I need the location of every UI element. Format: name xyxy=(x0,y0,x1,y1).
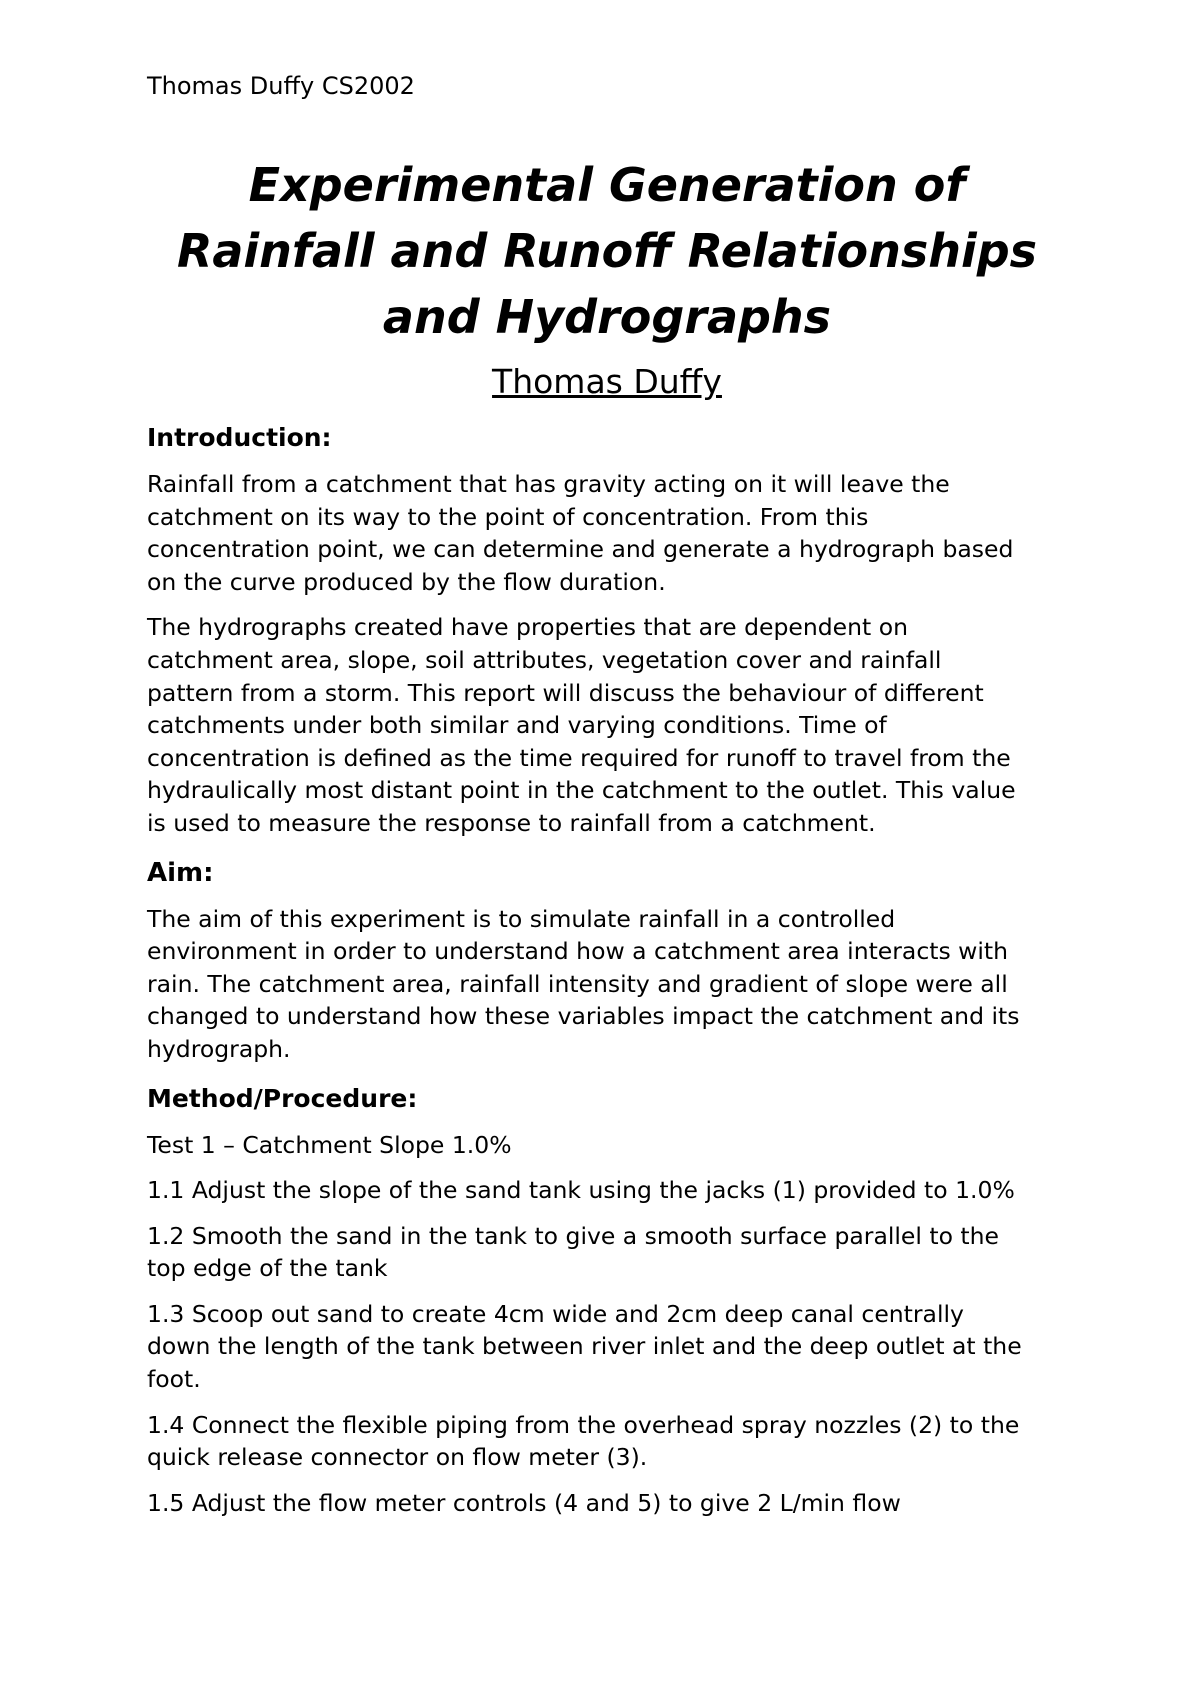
introduction-paragraph-1 xyxy=(147,468,1067,598)
text-line: top edge of the tank xyxy=(147,1254,388,1283)
method-step-1-5 xyxy=(147,1487,1067,1520)
text-line: down the length of the tank between river inlet and the deep outlet at the xyxy=(147,1332,1022,1361)
text-line: 1.5 Adjust the flow meter controls (4 and 5) to give 2 L/min flow xyxy=(147,1488,901,1517)
text-line: catchment on its way to the point of concentration. From this xyxy=(147,502,869,531)
text-line: catchment area, slope, soil attributes, vegetation cover and rainfall xyxy=(147,645,942,674)
text-line: The aim of this experiment is to simulate rainfall in a controlled xyxy=(147,904,896,933)
text-line: rain. The catchment area, rainfall intensity and gradient of slope were all xyxy=(147,969,1008,998)
text-line: hydrograph. xyxy=(147,1034,291,1063)
document-page xyxy=(147,66,1067,1532)
document-header: Thomas Duffy CS2002 xyxy=(147,72,415,100)
method-step-1-3 xyxy=(147,1298,1067,1396)
text-line: quick release connector on flow meter (3). xyxy=(147,1443,648,1472)
text-line: on the curve produced by the flow duration. xyxy=(147,567,666,596)
text-line: 1.2 Smooth the sand in the tank to give a smooth surface parallel to the xyxy=(147,1221,999,1250)
title-line-2: Rainfall and Runoff Relationships xyxy=(176,224,1038,278)
text-line: changed to understand how these variables impact the catchment and its xyxy=(147,1002,1020,1031)
introduction-heading: Introduction: xyxy=(147,423,332,452)
introduction-paragraph-2 xyxy=(147,611,1067,839)
text-line: catchments under both similar and varying conditions. Time of xyxy=(147,711,887,740)
text-line: is used to measure the response to rainfall from a catchment. xyxy=(147,808,876,837)
text-line: foot. xyxy=(147,1365,201,1394)
method-step-1-4 xyxy=(147,1409,1067,1474)
text-line: pattern from a storm. This report will discuss the behaviour of different xyxy=(147,678,984,707)
method-step-1-2 xyxy=(147,1220,1067,1285)
text-line: concentration point, we can determine and generate a hydrograph based xyxy=(147,535,1014,564)
title-line-3: and Hydrographs xyxy=(382,290,832,344)
text-line: concentration is defined as the time required for runoff to travel from the xyxy=(147,743,1011,772)
text-line: The hydrographs created have properties that are dependent on xyxy=(147,613,908,642)
aim-heading: Aim: xyxy=(147,857,214,888)
text-line: Rainfall from a catchment that has gravity acting on it will leave the xyxy=(147,470,950,498)
text-line: environment in order to understand how a catchment area interacts with xyxy=(147,937,1009,966)
method-step-1-1 xyxy=(147,1174,1067,1207)
test-1-title: Test 1 – Catchment Slope 1.0% xyxy=(147,1130,512,1159)
method-heading: Method/Procedure: xyxy=(147,1083,418,1113)
text-line: 1.4 Connect the flexible piping from the overhead spray nozzles (2) to the xyxy=(147,1410,1020,1439)
title-line-1: Experimental Generation of xyxy=(248,158,966,212)
text-line: 1.1 Adjust the slope of the sand tank using the jacks (1) provided to 1.0% xyxy=(147,1176,1015,1205)
text-line: 1.3 Scoop out sand to create 4cm wide and 2cm deep canal centrally xyxy=(147,1299,964,1328)
aim-paragraph xyxy=(147,903,1067,1066)
document-title xyxy=(147,152,1067,350)
author-name: Thomas Duffy xyxy=(492,362,722,401)
text-line: hydraulically most distant point in the catchment to the outlet. This value xyxy=(147,776,1016,805)
